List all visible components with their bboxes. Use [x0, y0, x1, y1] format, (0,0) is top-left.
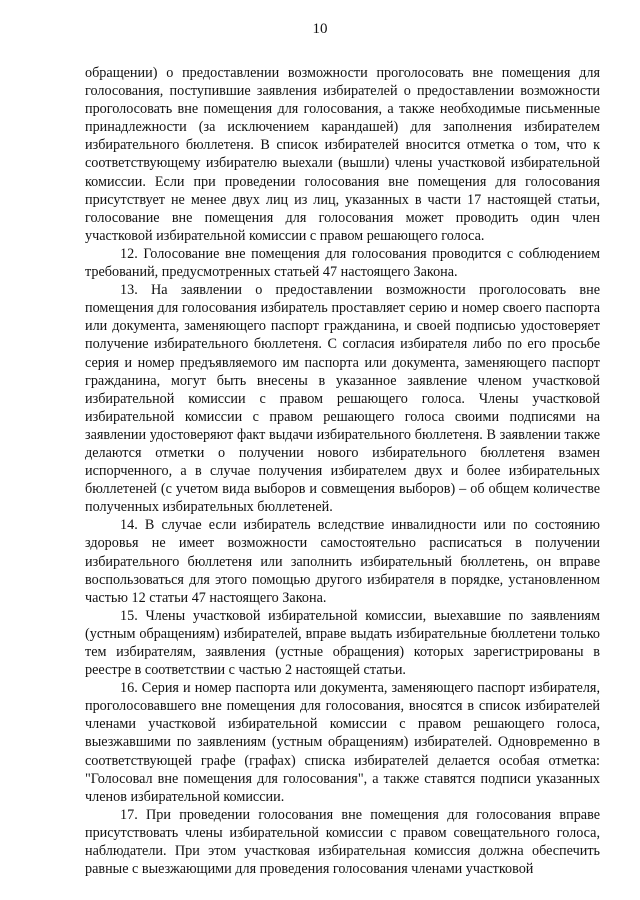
paragraph-15: 15. Члены участковой избирательной комиссии, выехавшие по заявлениям (устным обращениям) избирателей, вправе выдать избирательные бюллетени только тем избирателям, заявления (устные обращения) которых зарегистрированы в реестре в соответствии с частью 2 настоящей статьи.	[85, 607, 600, 679]
document-body	[85, 64, 600, 878]
paragraph-16: 16. Серия и номер паспорта или документа, заменяющего паспорт избирателя, проголосовавшего вне помещения для голосования, вносятся в список избирателей членами участковой избирательной комиссии с правом решающего голоса, выезжавшими по заявлениям (устным обращениям) избирателей. Одновременно в соответствующей графе (графах) списка избирателей делается особая отметка: "Голосовал вне помещения для голосования", а также ставятся подписи указанных членов избирательной комиссии.	[85, 680, 600, 805]
paragraph-13: 13. На заявлении о предоставлении возможности проголосовать вне помещения для голосования избиратель проставляет серию и номер своего паспорта или документа, заменяющего паспорт гражданина, и своей подписью удостоверяет получение избирательного бюллетеня. С согласия избирателя либо по его просьбе серия и номер предъявляемого им паспорта или документа, заменяющего паспорт гражданина, могут быть внесены в указанное заявление членом участковой избирательной комиссии с правом решающего голоса. Члены участковой избирательной комиссии с правом решающего голоса своими подписями на заявлении удостоверяют факт выдачи избирательного бюллетеня. В заявлении также делаются отметки о получении нового избирательного бюллетеня взамен испорченного, а в случае получения избирателем двух и более избирательных бюллетеней (с учетом вида выборов и совмещения выборов) – об общем количестве полученных избирательных бюллетеней.	[85, 282, 600, 516]
paragraph-12: 12. Голосование вне помещения для голосования проводится с соблюдением требований, предусмотренных статьей 47 настоящего Закона.	[85, 245, 600, 281]
paragraph-14: 14. В случае если избиратель вследствие инвалидности или по состоянию здоровья не имеет возможности самостоятельно расписаться в получении избирательного бюллетеня или заполнить избирательный бюллетень, он вправе воспользоваться для этого помощью другого избирателя в порядке, установленном частью 12 статьи 47 настоящего Закона.	[85, 517, 600, 606]
paragraph-continuation: обращении) о предоставлении возможности проголосовать вне помещения для голосования, поступившие заявления избирателей о предоставлении возможности проголосовать вне помещения для голосования, а также необходимые письменные принадлежности (за исключением карандашей) для заполнения избирателем избирательного бюллетеня. В список избирателей вносится отметка о том, что к соответствующему избирателю выехали (вышли) члены участковой избирательной комиссии. Если при проведении голосования вне помещения для голосования присутствует не менее двух лиц из лиц, указанных в части 17 настоящей статьи, голосование вне помещения для голосования может проводить один член участковой избирательной комиссии с правом решающего голоса.	[85, 65, 600, 244]
page-number: 10	[312, 21, 328, 37]
paragraph-17: 17. При проведении голосования вне помещения для голосования вправе присутствовать члены избирательной комиссии с правом совещательного голоса, наблюдатели. При этом участковая избирательная комиссия должна обеспечить равные с выезжающими для проведения голосования членами участковой	[85, 806, 600, 878]
